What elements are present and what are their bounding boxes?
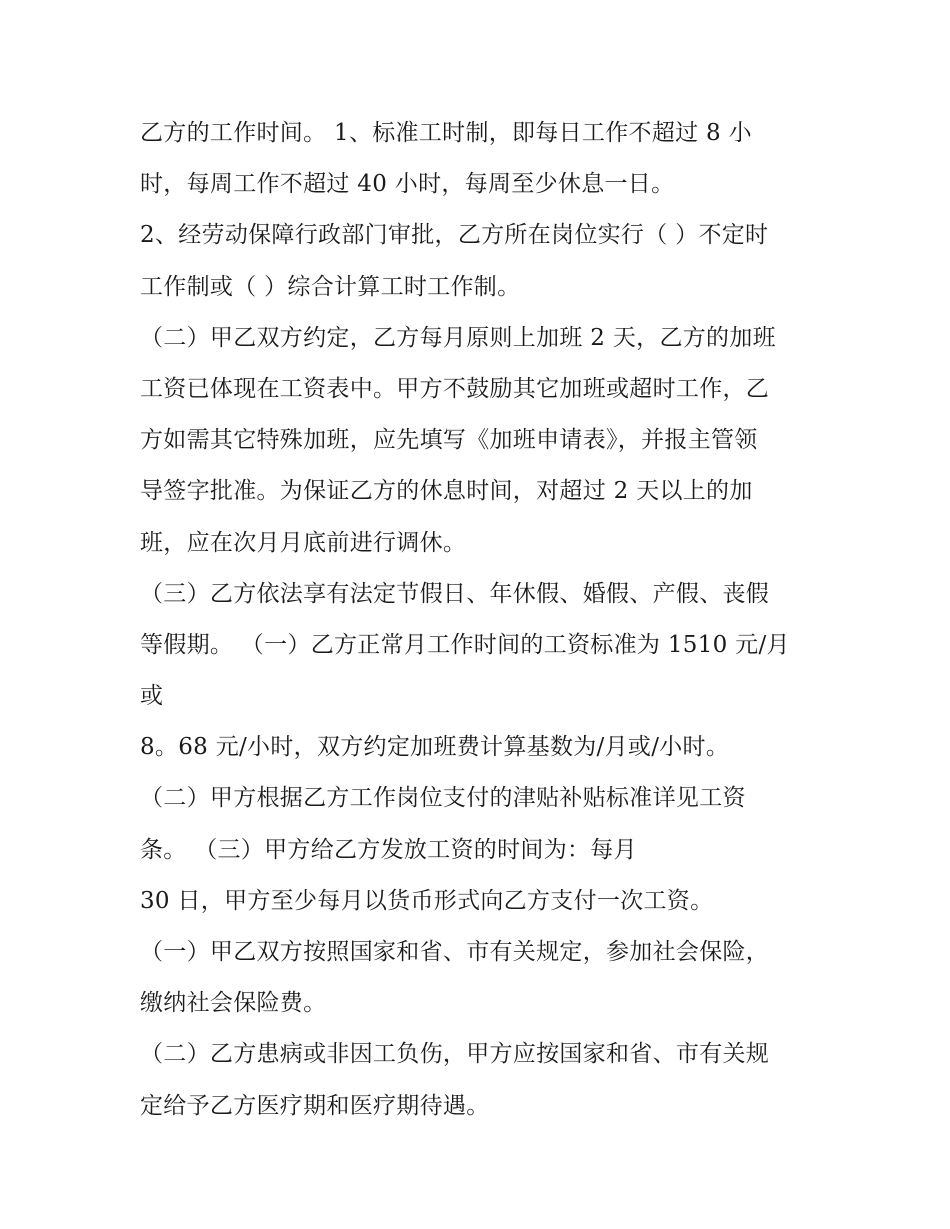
text-line: （三）乙方依法享有法定节假日、年休假、婚假、产假、丧假 [140,580,770,607]
text-line: （一）甲乙双方按照国家和省、市有关规定，参加社会保险， [140,939,770,965]
text-line: 工资已体现在工资表中。甲方不鼓励其它加班或超时工作，乙 [140,375,770,402]
text-line: 时，每周工作不超过 40 小时，每周至少休息一日。 [140,171,675,198]
text-line: （二）甲乙双方约定，乙方每月原则上加班 2 天，乙方的加班 [140,324,776,351]
text-line: （二）甲方根据乙方工作岗位支付的津贴补贴标准详见工资 [140,785,746,812]
text-line: 或 [140,683,164,710]
text-line: 定给予乙方医疗期和医疗期待遇。 [140,1092,490,1119]
text-line: 导签字批准。为保证乙方的休息时间，对超过 2 天以上的加 [140,478,753,505]
text-line: 工作制或（ ）综合计算工时工作制。 [140,273,521,300]
text-line: 班，应在次月月底前进行调休。 [140,529,467,556]
text-line: 8。68 元/小时，双方约定加班费计算基数为/月或/小时。 [140,734,730,761]
text-line: 等假期。 （一）乙方正常月工作时间的工资标准为 1510 元/月 [140,631,790,658]
text-line: 方如需其它特殊加班，应先填写《加班申请表》，并报主管领 [140,427,758,454]
text-line: 缴纳社会保险费。 [140,990,327,1017]
document-body [140,108,820,1132]
text-line: 条。 （三）甲方给乙方发放工资的时间为：每月 [140,836,637,863]
text-line: 乙方的工作时间。 1、标准工时制，即每日工作不超过 8 小 [140,120,752,146]
text-line: （二）乙方患病或非因工负伤，甲方应按国家和省、市有关规 [140,1041,770,1068]
text-line: 2、经劳动保障行政部门审批，乙方所在岗位实行（ ）不定时 [140,222,769,249]
text-line: 30 日，甲方至少每月以货币形式向乙方支付一次工资。 [140,887,714,914]
